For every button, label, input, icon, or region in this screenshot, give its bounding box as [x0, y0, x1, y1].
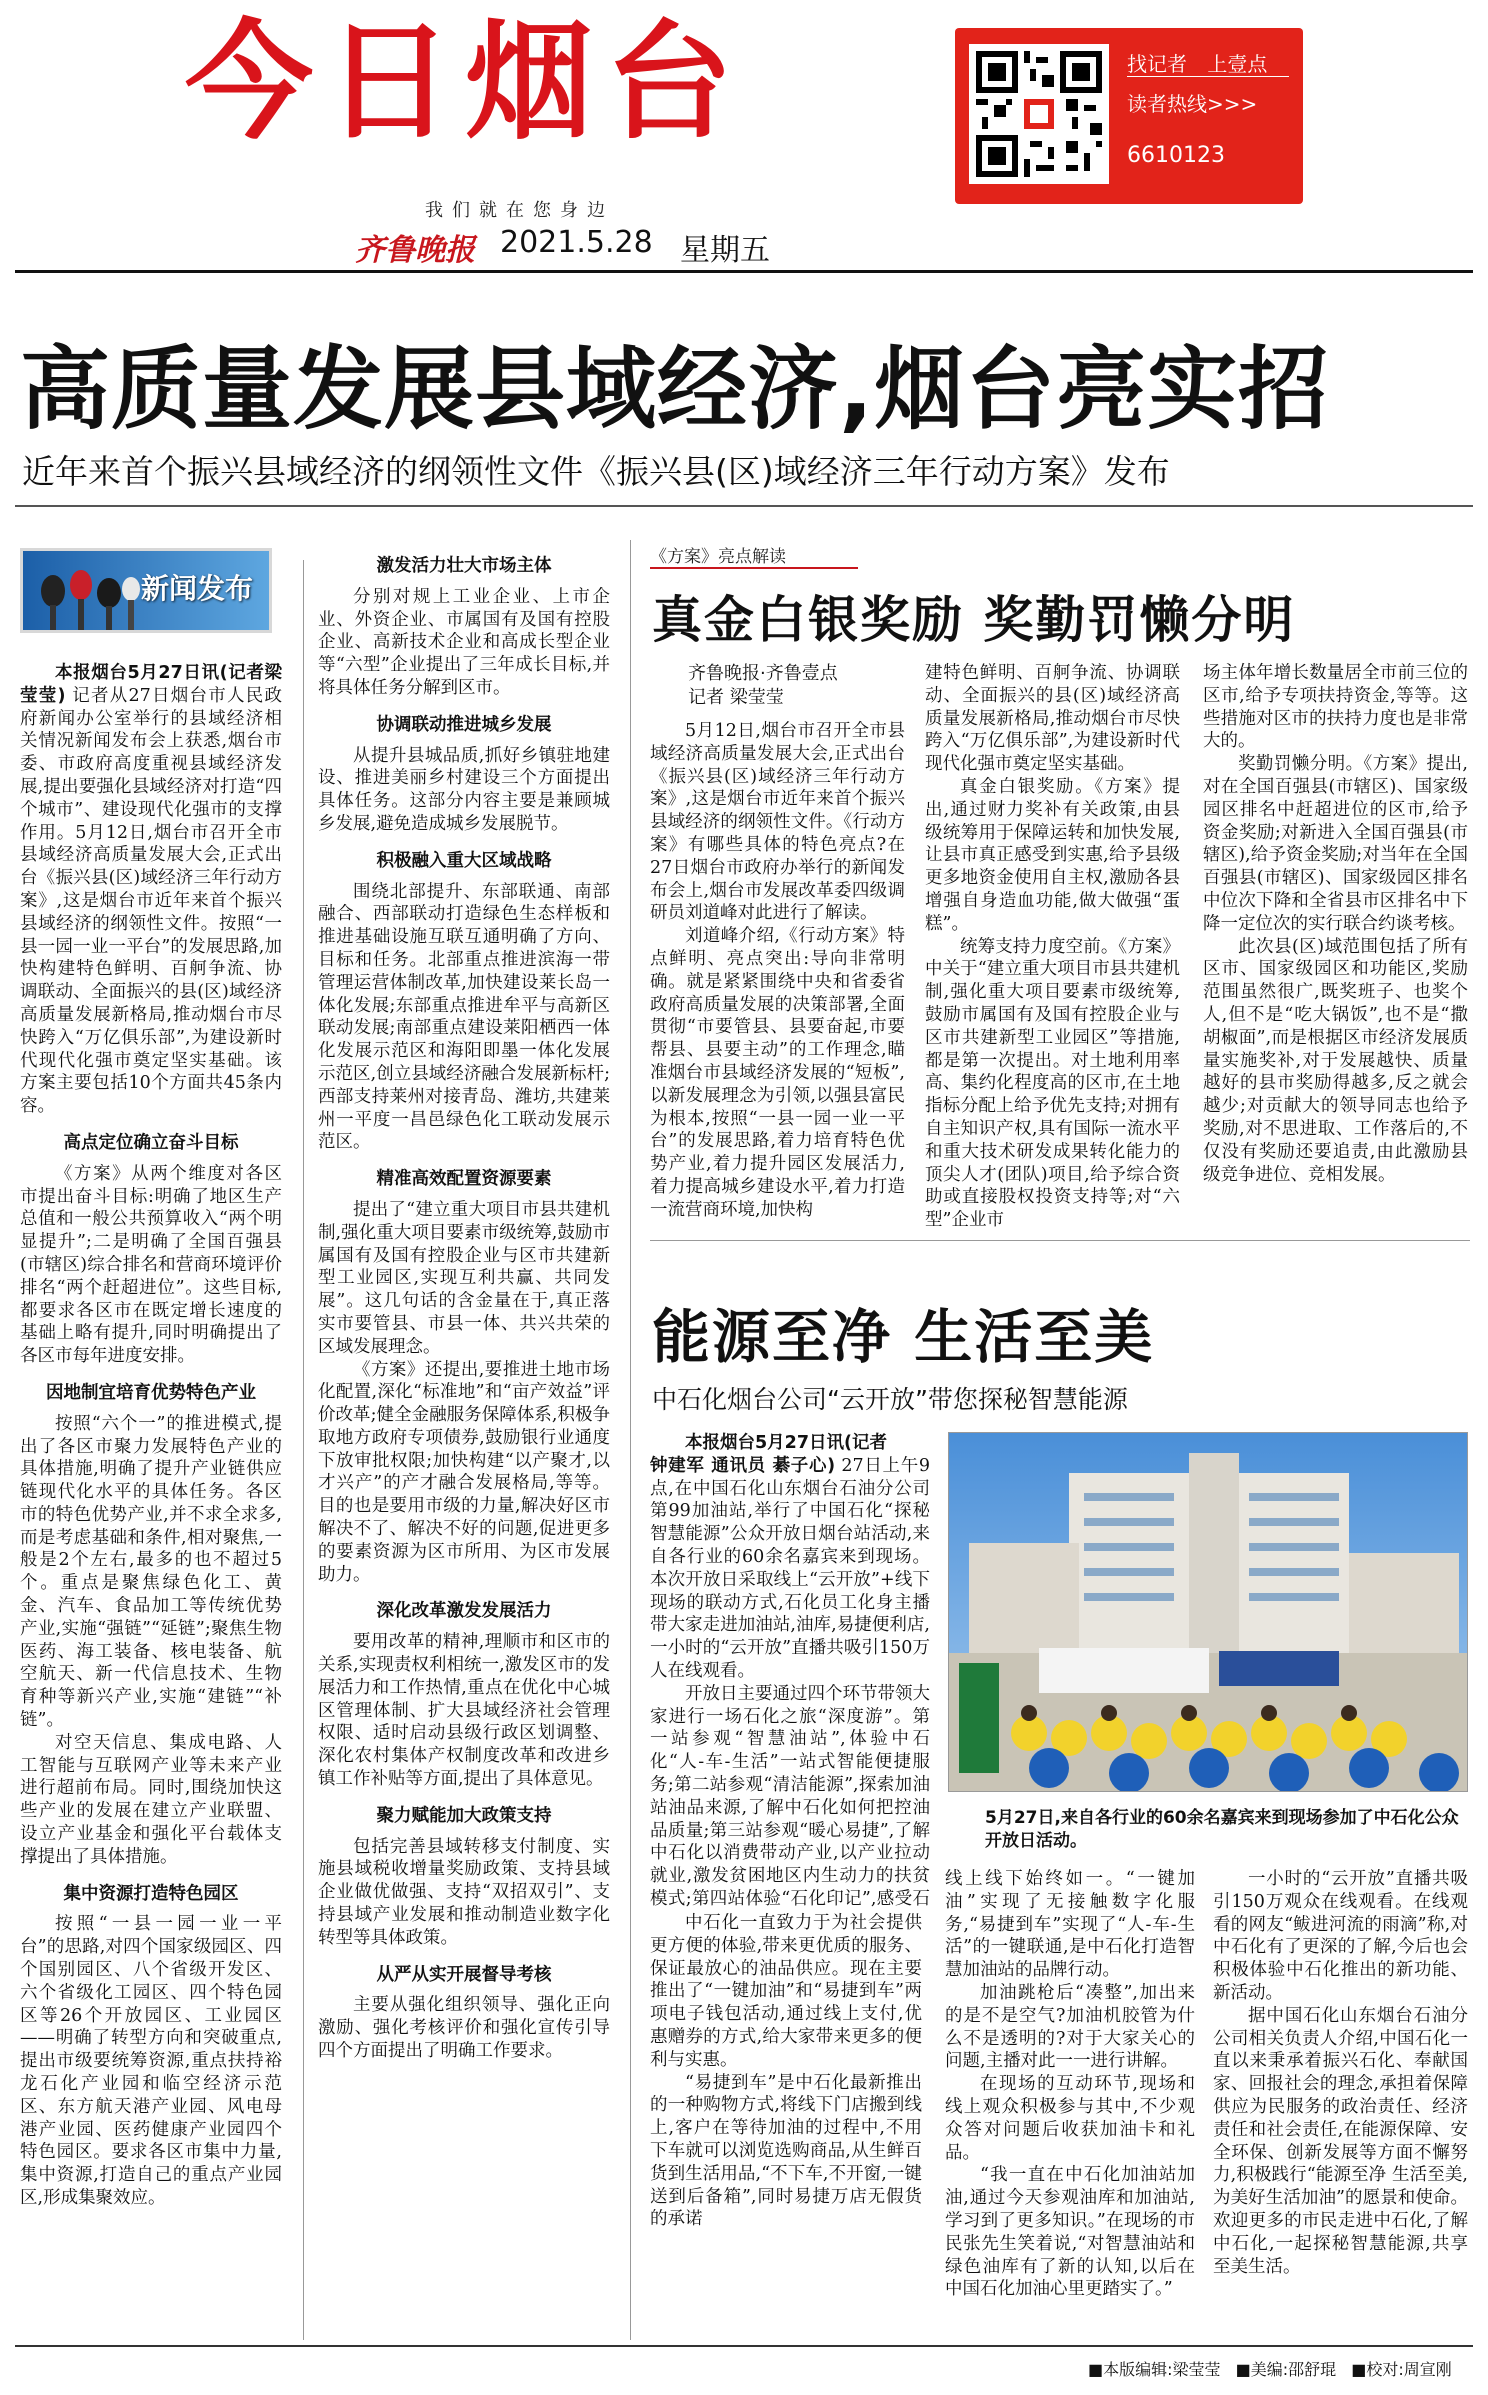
- lead-reporter: 梁莹莹): [20, 663, 282, 706]
- section1-col3: [1203, 662, 1468, 1237]
- paragraph: 《方案》还提出,要推进土地市场化配置,深化“标准地”和“亩产效益”评价改革;健全金融服务保障体系,积极争取地方政府专项债券,鼓励银行业通度下放审批权限;加快构建“以产聚才,以才兴产”的产才融合发展格局,等等。目的也是要用市级的力量,解决好区市解决不了、解决不好的问题,促进更多的要素资源为区市所用、为区市发展助力。: [318, 1359, 610, 1585]
- paragraph: “我一直在中石化加油站加油,通过今天参观油库和加油站,学习到了更多知识。”在现场的市民张先生笑着说,“对智慧油站和绿色油库有了新的认知,以后在中国石化加油心里更踏实了。”: [945, 2165, 1195, 2300]
- paragraph: 奖勤罚懒分明。《方案》提出,对在全国百强县(市辖区)、国家级园区排名中赶超进位的区市,给予资金奖励;对新进入全国百强县(市辖区),给予资金奖励;对当年在全国百强县(市辖区)、国家级园区排名中位次下降和全省县市区排名中下降一定位次的实行联合约谈考核。: [1203, 754, 1468, 934]
- issue-date: 2021.5.28: [500, 225, 653, 260]
- section1-col2: [925, 662, 1180, 1237]
- byline-reporter: 记者 梁莹莹: [688, 687, 784, 708]
- section2-col2: [945, 1868, 1195, 2343]
- paragraph: 按照“六个一”的推进模式,提出了各区市聚力发展特色产业的具体措施,明确了提升产业链供应链现代化水平的具体任务。各区市的特色优势产业,并不求全求多,而是考虑基础和条件,相对聚焦,一般是2个左右,最多的也不超过5个。重点是聚焦绿色化工、黄金、汽车、食品加工等传统优势产业,实施“强链”“延链”;聚焦生物医药、海工装备、核电装备、航空航天、新一代信息技术、生物育种等新兴产业,实施“建链”“补链”。: [20, 1413, 282, 1731]
- event-photo: [948, 1432, 1468, 1792]
- subheading: 因地制宜培育优势特色产业: [46, 1382, 256, 1403]
- editor-credits: [1078, 2357, 1452, 2380]
- section1-title: 真金白银奖励 奖勤罚懒分明: [652, 591, 1296, 649]
- footer-rule: [15, 2345, 1473, 2347]
- page-subheadline: 近年来首个振兴县域经济的纲领性文件《振兴县(区)域经济三年行动方案》发布: [22, 452, 1170, 491]
- news-release-badge: [20, 548, 272, 633]
- subheading: 精准高效配置资源要素: [376, 1169, 552, 1190]
- paragraph: 主要从强化组织领导、强化正向激励、强化考核评价和强化宣传引导四个方面提出了明确工作要求。: [318, 1995, 610, 2062]
- section2-subtitle: 中石化烟台公司“云开放”带您探秘智慧能源: [652, 1385, 1128, 1414]
- subheading: 深化改革激发发展活力: [376, 1601, 552, 1622]
- section1-col1: [650, 720, 905, 1235]
- issue-weekday: 星期五: [680, 233, 770, 268]
- paragraph: 中石化一直致力于为社会提供更方便的体验,带来更优质的服务、保证最放心的油品供应。现在主要推出了“一键加油”和“易捷到车”两项电子钱包活动,通过线上支付,优惠赠券的方式,给大家带来更多的便利与实惠。: [650, 1913, 922, 2070]
- qr-code-icon[interactable]: [969, 44, 1109, 184]
- subheading: 积极融入重大区域战略: [376, 850, 552, 871]
- designer-credit: ■美编:邵舒琨: [1235, 2360, 1337, 2379]
- left-column: [20, 662, 282, 2342]
- paragraph: 场主体年增长数量居全市前三位的区市,给予专项扶持资金,等等。这些措施对区市的扶持力度也是非常大的。: [1203, 663, 1468, 752]
- paragraph: 刘道峰介绍,《行动方案》特点鲜明、亮点突出:导向非常明确。就是紧紧围绕中央和省委省政府高质量发展的决策部署,全面贯彻“市要管县、县要奋起,市要帮县、县要主动”的工作理念,瞄准烟台市县域经济发展的“短板”,以新发展理念为引领,以强县富民为根本,按照“一县一园一业一平台”的发展思路,着力培育特色优势产业,着力提升园区发展活力,着力提高城乡建设水平,着力打造一流营商环境,加快构: [650, 926, 905, 1220]
- column-divider: [630, 540, 631, 2340]
- lead-paragraph: [20, 662, 282, 1118]
- paragraph: 一小时的“云开放”直播共吸引150万观众在线观看。在线观看的网友“鲅进河流的雨滴”称,对中石化有了更深的了解,今后也会积极体验中石化推出的新功能、新活动。: [1213, 1869, 1468, 2003]
- section2-col3: [1213, 1868, 1468, 2343]
- subheading: 聚力赋能加大政策支持: [376, 1805, 552, 1826]
- lead-dateline: 本报烟台5月27日讯(记者: [685, 1433, 888, 1453]
- byline-outlet: 齐鲁晚报·齐鲁壹点: [688, 663, 838, 684]
- badge-label: 新闻发布: [141, 572, 254, 605]
- editor-credit: ■本版编辑:梁莹莹: [1088, 2360, 1221, 2379]
- headline-rule: [15, 505, 1473, 507]
- section-tag: 《方案》亮点解读: [650, 547, 786, 567]
- section2-col1-bottom: [650, 1912, 922, 2342]
- paragraph: 此次县(区)域范围包括了所有区市、国家级园区和功能区,奖励范围虽然很广,既奖班子、也奖个人,但不是“吃大锅饭”,也不是“撒胡椒面”,而是根据区市经济发展质量实施奖补,对于发展越快、质量越好的县市奖励得越多,反之就会越少;对贡献大的领导同志也给予奖励,对不思进取、工作落后的,不仅没有奖励还要追责,由此激励县级竞争进位、竞相发展。: [1203, 936, 1468, 1185]
- lead-names: 钟建军 通讯员 綦子心): [650, 1455, 836, 1476]
- paragraph: 真金白银奖励。《方案》提出,通过财力奖补有关政策,由县级统筹用于保障运转和加快发展,让县市真正感受到实惠,给予县级更多地资金使用自主权,激励各县增强自身造血功能,做大做强“蛋糕”。: [925, 776, 1180, 934]
- paragraph: 分别对规上工业企业、上市企业、外资企业、市属国有及国有控股企业、高新技术企业和高成长型企业等“六型”企业提出了三年成长目标,并将具体任务分解到区市。: [318, 586, 610, 698]
- masthead-title: 今日烟台: [185, 8, 746, 157]
- paragraph: 从提升县城品质,抓好乡镇驻地建设、推进美丽乡村建设三个方面提出具体任务。这部分内容主要是兼顾城乡发展,避免造成城乡发展脱节。: [318, 745, 610, 834]
- paragraph: 《方案》从两个维度对各区市提出奋斗目标:明确了地区生产总值和一般公共预算收入“两个明显提升”;二是明确了全国百强县(市辖区)综合排名和营商环境评价排名“两个赶超进位”。这些目标,都要求各区市在既定增长速度的基础上略有提升,同时明确提出了各区市每年进度安排。: [20, 1163, 282, 1367]
- section2-col1-top: [650, 1432, 930, 1912]
- photo-caption: 5月27日,来自各行业的60余名嘉宾来到现场参加了中石化公众开放日活动。: [985, 1808, 1459, 1851]
- paragraph: 对空天信息、集成电路、人工智能与互联网产业等未来产业进行超前布局。同时,围绕加快这些产业的发展在建立产业联盟、设立产业基金和强化平台载体支撑提出了具体措施。: [20, 1732, 282, 1867]
- contact-panel: [955, 28, 1303, 204]
- section1-byline: [688, 662, 838, 710]
- subheading: 集中资源打造特色园区: [63, 1883, 239, 1904]
- column-divider: [303, 560, 304, 2340]
- paragraph: 线上线下始终如一。“一键加油”实现了无接触数字化服务,“易捷到车”实现了“人-车-生活”的一键联通,是中石化打造智慧加油站的品牌行动。: [945, 1869, 1195, 1981]
- lead-dateline: 本报烟台5月27日讯(记者: [55, 663, 265, 683]
- paragraph: 要用改革的精神,理顺市和区市的关系,实现责权利相统一,激发区市的发展活力和工作热情,重点在优化中心城区管理体制、扩大县域经济社会管理权限、适时启动县级行政区划调整、深化农村集体产权制度改革和改进乡镇工作补贴等方面,提出了具体意见。: [318, 1632, 610, 1790]
- subheading: 激发活力壮大市场主体: [376, 556, 552, 576]
- section2-title: 能源至净 生活至美: [652, 1303, 1155, 1371]
- lead-paragraph: [650, 1432, 930, 1683]
- paragraph: 围绕北部提升、东部联通、南部融合、西部联动打造绿色生态样板和推进基础设施互联互通明确了方向、目标和任务。北部重点推进滨海一带管理运营体制改革,加快建设莱长岛一体化发展;东部重点推进牟平与高新区联动发展;南部重点建设莱阳栖西一体化发展示范区和海阳即墨一体化发展示范区,创立县域经济融合发展新标杆;西部支持莱州对接青岛、潍坊,共建莱州一平度一昌邑绿色化工联动发展示范区。: [318, 881, 610, 1153]
- paragraph: 包括完善县域转移支付制度、实施县域税收增量奖励政策、支持县域企业做优做强、支持“双招双引”、支持县域产业发展和推动制造业数字化转型等具体政策。: [318, 1836, 610, 1948]
- paragraph: 提出了“建立重大项目市县共建机制,强化重大项目要素市级统筹,鼓励市属国有及国有控股企业与区市共建新型工业园区,实现互利共赢、共同发展”。这几句话的含金量在于,真正落实市要管县、市县一体、共兴共荣的区域发展理念。: [318, 1199, 610, 1357]
- paper-name: 齐鲁晚报: [355, 233, 475, 268]
- page-headline: 高质量发展县域经济,烟台亮实招: [20, 337, 1330, 442]
- find-reporter-label: 找记者: [1127, 52, 1187, 76]
- section-divider: [650, 1240, 1470, 1241]
- middle-column: [318, 555, 610, 2345]
- lead-text: 27日上午9点,在中国石化山东烟台石油分公司第99加油站,举行了中国石化“探秘智慧能源”公众开放日烟台站活动,来自各行业的60余名嘉宾来到现场。本次开放日采取线上“云开放”+线下现场的联动方式,石化员工化身主播带大家走进加油站,油库,易捷便利店,一小时的“云开放”直播共吸引150万人在线观看。: [650, 1455, 930, 1681]
- subheading: 从严从实开展督导考核: [376, 1964, 552, 1985]
- hotline-number[interactable]: 6610123: [1127, 143, 1225, 168]
- masthead-slogan: 我们就在您身边: [425, 200, 614, 221]
- paragraph: 5月12日,烟台市召开全市县域经济高质量发展大会,正式出台《振兴县(区)域经济三年行动方案》,这是烟台市近年来首个振兴县域经济的纲领性文件。《行动方案》有哪些具体的特色亮点?在27日烟台市政府办举行的新闻发布会上,烟台市发展改革委四级调研员刘道峰对此进行了解读。: [650, 721, 905, 924]
- lead-text: 记者从27日烟台市人民政府新闻办公室举行的县域经济相关情况新闻发布会上获悉,烟台市委、市政府高度重视县域经济发展,提出要强化县域经济对打造“四个城市”、建设现代化强市的支撑作用。5月12日,烟台市召开全市县域经济高质量发展大会,正式出台《振兴县(区)域经济三年行动方案》,这是烟台市近年来首个振兴县域经济的纲领性文件。按照“一县一园一业一平台”的发展思路,加快构建特色鲜明、百舸争流、协调联动、全面振兴的县(区)域经济高质量发展新格局,推动烟台市尽快跨入“万亿俱乐部”,为建设新时代现代化强市奠定坚实基础。该方案主要包括10个方面共45条内容。: [20, 685, 282, 1117]
- paragraph: 开放日主要通过四个环节带领大家进行一场石化之旅“深度游”。第一站参观“智慧油站”,体验中石化“人-车-生活”一站式智能便捷服务;第二站参观“清洁能源”,探索加油站油品来源,了解中石化如何把控油品质量;第三站参观“暖心易捷”,了解中石化以消费带动产业,以产业拉动就业,激发贫困地区内生动力的扶贫模式;第四站体验“石化印记”,感受石: [650, 1683, 930, 1909]
- app-name: 上壹点: [1207, 52, 1268, 76]
- masthead-rule: [15, 270, 1473, 273]
- paragraph: 按照“一县一园一业一平台”的思路,对四个国家级园区、四个国别园区、八个省级开发区、六个省级化工园区、四个特色园区等26个开放园区、工业园区——明确了转型方向和突破重点,提出市级要统筹资源,重点扶持裕龙石化产业园和临空经济示范区、东方航天港产业园、风电母港产业园、医药健康产业园四个特色园区。要求各区市集中力量,集中资源,打造自己的重点产业园区,形成集聚效应。: [20, 1914, 282, 2208]
- paragraph: 在现场的互动环节,现场和线上观众积极参与其中,不少观众答对问题后收获加油卡和礼品。: [945, 2074, 1195, 2163]
- paragraph: 据中国石化山东烟台石油分公司相关负责人介绍,中国石化一直以来秉承着振兴石化、奉献国家、回报社会的理念,承担着保障供应为民服务的政治责任、经济责任和社会责任,在能源保障、安全环保、创新发展等方面不懈努力,积极践行“能源至净 生活至美,为美好生活加油”的愿景和使命。欢迎更多的市民走进中石化,了解中石化,一起探秘智慧能源,共享至美生活。: [1213, 2005, 1468, 2277]
- hotline-label: 读者热线>>>: [1127, 92, 1258, 116]
- paragraph: “易捷到车”是中石化最新推出的一种购物方式,将线下门店搬到线上,客户在等待加油的过程中,不用下车就可以浏览选购商品,从生鲜百货到生活用品,“不下车,不开窗,一键送到后备箱”,同时易捷万店无假货的承诺: [650, 2072, 922, 2230]
- paragraph: 统筹支持力度空前。《方案》中关于“建立重大项目市县共建机制,强化重大项目要素市级统筹,鼓励市属国有及国有控股企业与区市共建新型工业园区”等措施,都是第一次提出。对土地利用率高、集约化程度高的区市,在土地指标分配上给予优先支持;对拥有自主知识产权,具有国际一流水平和重大技术研发成果转化能力的顶尖人才(团队)项目,给予综合资助或直接股权投资支持等;对“六型”企业市: [925, 936, 1180, 1231]
- proofreader-credit: ■校对:周宣刚: [1351, 2360, 1452, 2379]
- section-tag-underline: [650, 567, 858, 569]
- subheading: 高点定位确立奋斗目标: [63, 1132, 239, 1153]
- paragraph: 加油跳枪后“凑整”,加出来的是不是空气?加油机胶管为什么不是透明的?对于大家关心的问题,主播对此一一进行讲解。: [945, 1982, 1195, 2072]
- contact-divider: [1127, 76, 1289, 77]
- paragraph: 建特色鲜明、百舸争流、协调联动、全面振兴的县(区)域经济高质量发展新格局,推动烟台市尽快跨入“万亿俱乐部”,为建设新时代现代化强市奠定坚实基础。: [925, 663, 1180, 775]
- subheading: 协调联动推进城乡发展: [376, 714, 552, 735]
